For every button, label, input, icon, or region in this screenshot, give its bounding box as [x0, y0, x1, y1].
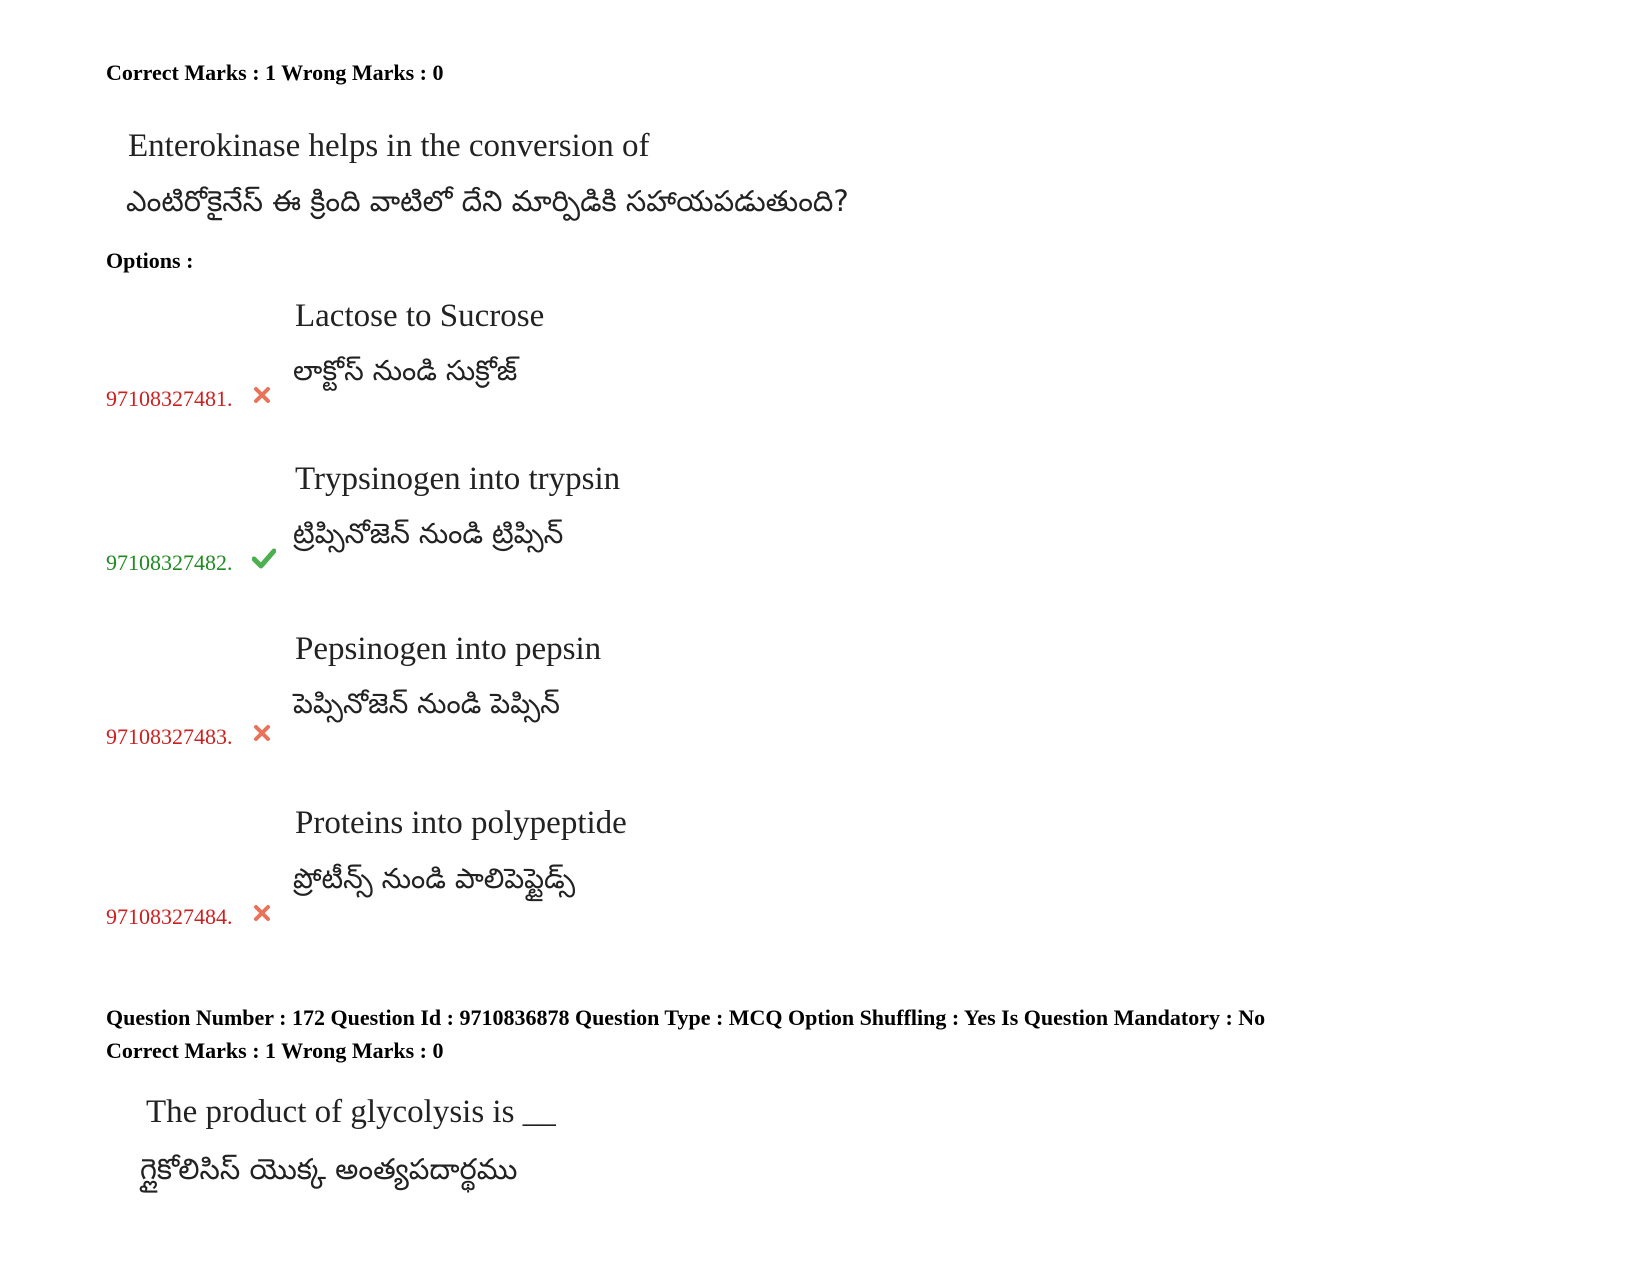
option-text-english: Proteins into polypeptide — [295, 805, 627, 841]
option-text-english: Trypsinogen into trypsin — [295, 461, 621, 497]
cross-icon — [252, 723, 272, 743]
cross-icon — [252, 385, 272, 405]
options-label: Options : — [106, 248, 194, 273]
option-id: 97108327484. — [106, 904, 233, 929]
option-id: 97108327481. — [106, 386, 233, 411]
option-text-telugu: ట్రిప్సినోజెన్ నుండి ట్రిప్సిన్ — [293, 517, 564, 550]
option-text-telugu: ప్రోటీన్స్ నుండి పాలిపెప్టైడ్స్ — [293, 862, 576, 895]
question-text-telugu: ఎంటిరోకైనేస్ ఈ క్రింది వాటిలో దేని మార్పిడికి సహాయపడుతుంది? — [126, 184, 849, 218]
cross-icon — [252, 903, 272, 923]
question-text-english: The product of glycolysis is __ — [146, 1094, 556, 1130]
option-id: 97108327483. — [106, 724, 233, 749]
option-id: 97108327482. — [106, 550, 233, 575]
option-text-english: Lactose to Sucrose — [295, 298, 545, 334]
option-text-telugu: పెప్సినోజెన్ నుండి పెప్సిన్ — [293, 687, 560, 720]
marks-line: Correct Marks : 1 Wrong Marks : 0 — [106, 60, 444, 85]
question-text-english: Enterokinase helps in the conversion of — [128, 128, 650, 164]
question-text-telugu: గ్లైకోలిసిస్ యొక్క అంత్యపదార్థము — [140, 1152, 518, 1186]
check-icon — [252, 547, 276, 569]
question-info-line: Question Number : 172 Question Id : 9710836878 Question Type : MCQ Option Shuffling : Yes Is Question Mandatory : No — [106, 1005, 1266, 1030]
option-text-telugu: లాక్టోస్ నుండి సుక్రోజ్ — [293, 354, 518, 387]
marks-line: Correct Marks : 1 Wrong Marks : 0 — [106, 1038, 444, 1063]
option-text-english: Pepsinogen into pepsin — [295, 631, 602, 667]
